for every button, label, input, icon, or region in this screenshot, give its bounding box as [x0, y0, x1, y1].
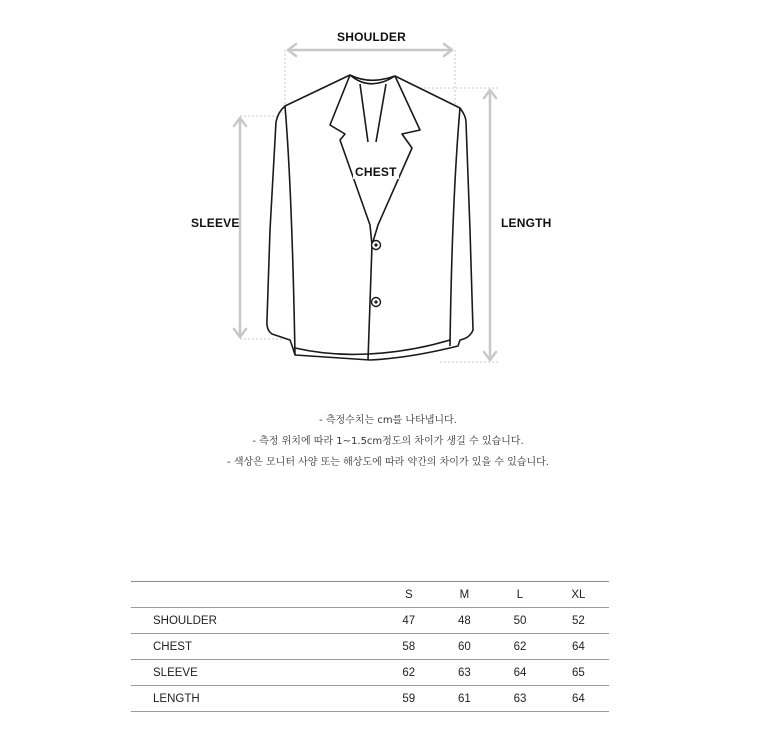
jacket-outline	[267, 75, 473, 360]
sleeve-label: SLEEVE	[191, 216, 240, 230]
note-tolerance: - 측정 위치에 따라 1~1.5cm정도의 차이가 생길 수 있습니다.	[252, 436, 524, 447]
cell: 58	[402, 640, 416, 653]
cell: 64	[571, 640, 585, 653]
row-label: LENGTH	[153, 692, 200, 705]
note-unit: - 측정수치는 cm를 나타냅니다.	[319, 415, 457, 426]
measurement-notes	[0, 410, 776, 473]
size-header-row	[131, 582, 609, 608]
table-row	[131, 686, 609, 712]
cell: 48	[457, 614, 471, 627]
cell: 62	[513, 640, 527, 653]
cell: 64	[571, 692, 585, 705]
cell: 62	[402, 666, 416, 679]
cell: 50	[513, 614, 527, 627]
cell: 65	[571, 666, 585, 679]
cell: 52	[571, 614, 585, 627]
size-header-l: L	[516, 588, 524, 601]
length-arrow	[484, 90, 496, 360]
cell: 63	[457, 666, 471, 679]
chest-label: CHEST	[355, 165, 397, 179]
cell: 61	[457, 692, 471, 705]
table-row	[131, 660, 609, 686]
shoulder-label: SHOULDER	[337, 30, 406, 44]
shoulder-arrow	[288, 44, 452, 56]
cell: 47	[402, 614, 416, 627]
cell: 60	[457, 640, 471, 653]
cell: 59	[402, 692, 416, 705]
table-row	[131, 634, 609, 660]
cell: 64	[513, 666, 527, 679]
length-label: LENGTH	[501, 216, 552, 230]
size-header-m: M	[459, 588, 470, 601]
size-header-xl: XL	[571, 588, 586, 601]
row-label: SHOULDER	[153, 614, 217, 627]
size-table	[131, 581, 609, 712]
size-header-s: S	[404, 588, 413, 601]
table-row	[131, 608, 609, 634]
header-blank	[131, 582, 381, 608]
note-color: - 색상은 모니터 사양 또는 해상도에 따라 약간의 차이가 있을 수 있습니다.	[227, 457, 549, 468]
cell: 63	[513, 692, 527, 705]
row-label: CHEST	[153, 640, 192, 653]
row-label: SLEEVE	[153, 666, 198, 679]
